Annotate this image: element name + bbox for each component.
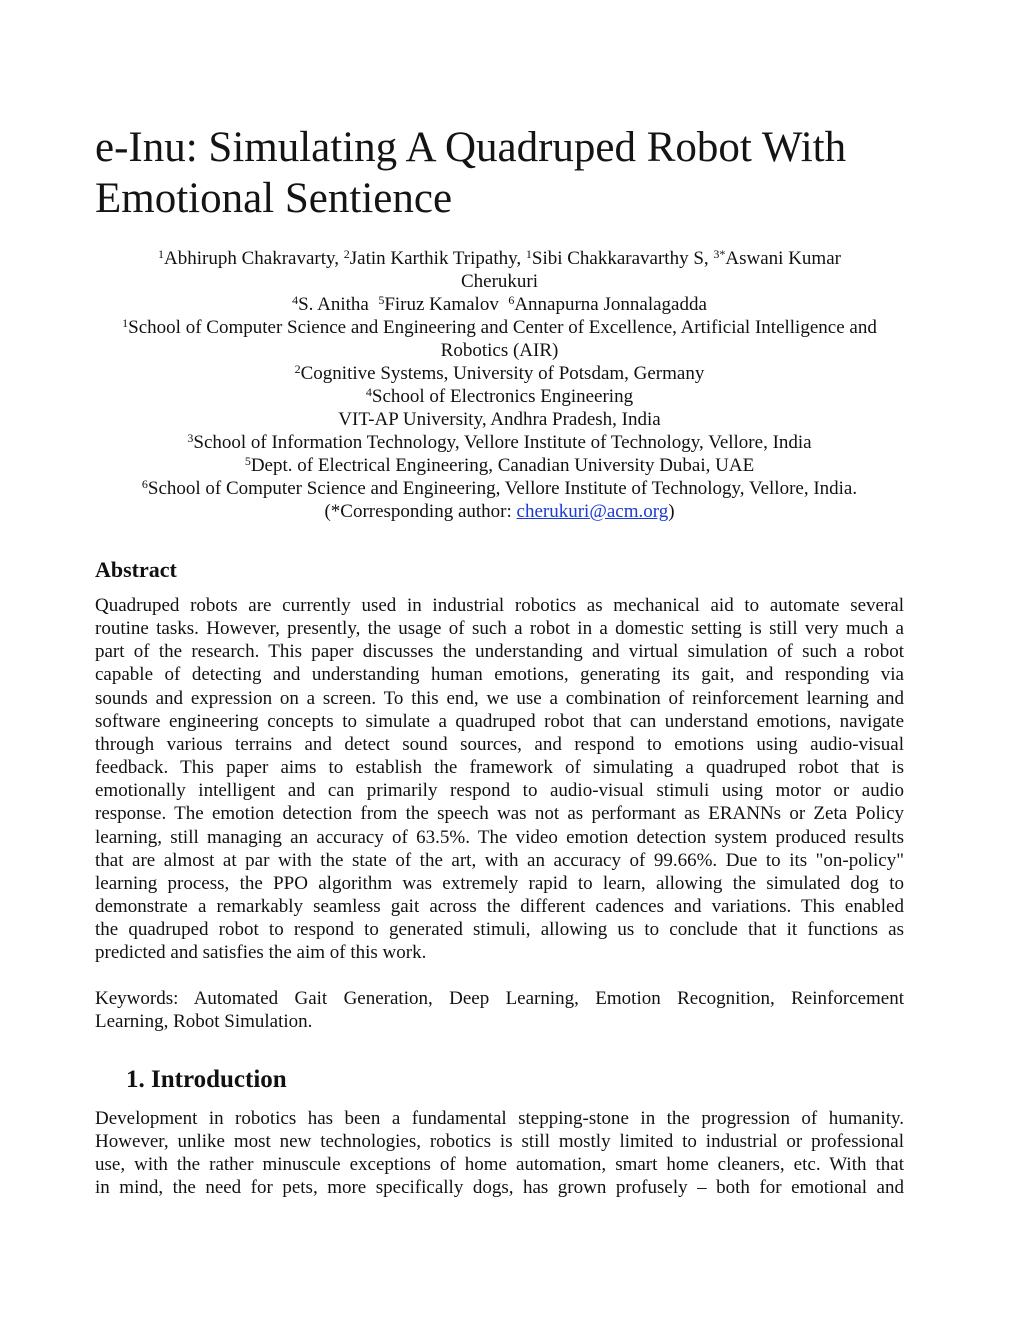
affiliation-marker: 5 [244,454,251,468]
text-line: through various terrains and detect sound sources, and respond to emotions using audio-visual [95,733,904,755]
introduction-heading: 1. Introduction [126,1066,287,1093]
text-line: learning, still managing an accuracy of 63.5%. The video emotion detection system produced results [95,826,904,848]
email-link[interactable]: cherukuri@acm.org [516,501,669,522]
affiliation-line [95,477,904,500]
title-line: e-Inu: Simulating A Quadruped Robot With [95,124,847,171]
affiliation-line [95,362,904,385]
abstract-body [95,594,904,965]
author-name: S. Anitha [298,294,379,315]
paper-title [95,122,904,224]
text-line: learning process, the PPO algorithm was extremely rapid to learn, allowing the simulated dog to [95,872,904,894]
affiliation-text: School of Computer Science and Engineering and Center of Excellence, Artificial Intelligence and [128,317,877,338]
author-name: Annapurna Jonnalagadda [514,294,707,315]
text-line: feedback. This paper aims to establish the framework of simulating a quadruped robot that is [95,757,904,779]
corresponding-label: (*Corresponding author: [324,501,517,522]
author-marker: 1 [158,247,165,261]
affiliation-line [95,316,904,339]
affiliation-line: VIT-AP University, Andhra Pradesh, India [338,409,661,430]
affiliation-line: Robotics (AIR) [440,340,559,361]
affiliation-text: School of Information Technology, Vellore Institute of Technology, Vellore, India [193,432,812,453]
text-line: Development in robotics has been a fundamental stepping-stone in the progression of humanity. [95,1108,904,1129]
affiliation-marker: 1 [122,316,129,330]
author-marker: 6 [508,293,515,307]
introduction-body [95,1107,904,1200]
keywords [95,987,904,1033]
text-line: sounds and expression on a screen. To this end, we use a combination of reinforcement learning and [95,687,904,709]
author-marker: 5 [378,293,385,307]
text-line: the quadruped robot to respond to generated stimuli, allowing us to conclude that it functions as [95,919,904,941]
text-line: capable of detecting and understanding human emotions, generating its gait, and responding via [95,664,904,686]
title-line: Emotional Sentience [95,175,453,222]
author-marker: 3* [713,247,726,261]
text-line: emotionally intelligent and can primarily respond to audio-visual stimuli using motor or audio [95,780,904,802]
affiliation-marker: 6 [141,477,148,491]
author-marker: 2 [343,247,350,261]
author-marker: 4 [292,293,299,307]
affiliation-line [95,385,904,408]
affiliation-text: School of Computer Science and Engineering, Vellore Institute of Technology, Vellore, India. [147,478,858,499]
author-name: Firuz Kamalov [384,294,509,315]
text-line: software engineering concepts to simulate a quadruped robot that can understand emotions, navigate [95,710,904,732]
text-line: Learning, Robot Simulation. [95,1011,313,1033]
author-name: Aswani Kumar [725,248,841,269]
corresponding-author [95,500,904,523]
text-line: Keywords: Automated Gait Generation, Deep Learning, Emotion Recognition, Reinforcement [95,988,904,1009]
author-line: Cherukuri [460,271,539,292]
affiliation-marker: 3 [187,431,194,445]
author-line [95,293,904,316]
affiliation-marker: 4 [365,385,372,399]
author-marker: 1 [525,247,532,261]
text-line: response. The emotion detection from the speech was not as performant as ERANNs or Zeta Policy [95,803,904,825]
corresponding-suffix: ) [668,501,675,522]
text-line: demonstrate a remarkably seamless gait across the different cadences and variations. This enabled [95,896,904,918]
affiliation-text: Cognitive Systems, University of Potsdam, Germany [300,363,705,384]
text-line: predicted and satisfies the aim of this work. [95,942,427,964]
text-line: that are almost at par with the state of the art, with an accuracy of 99.66%. Due to its "on-policy" [95,849,904,871]
affiliation-line [95,431,904,454]
text-line: However, unlike most new technologies, robotics is still mostly limited to industrial or professional [95,1131,904,1153]
author-name: Sibi Chakkaravarthy S, [531,248,714,269]
author-line [95,247,904,270]
author-name: Abhiruph Chakravarty, [164,248,344,269]
author-block [95,247,904,523]
text-line: in mind, the need for pets, more specifically dogs, has grown profusely – both for emotional and [95,1177,904,1199]
text-line: Quadruped robots are currently used in industrial robotics as mechanical aid to automate several [95,595,904,616]
affiliation-text: Dept. of Electrical Engineering, Canadian University Dubai, UAE [250,455,755,476]
affiliation-text: School of Electronics Engineering [371,386,634,407]
affiliation-marker: 2 [294,362,301,376]
text-line: routine tasks. However, presently, the usage of such a robot in a domestic setting is still very much a [95,618,904,640]
text-line: part of the research. This paper discusses the understanding and virtual simulation of such a robot [95,641,904,663]
abstract-heading: Abstract [95,557,177,582]
author-name: Jatin Karthik Tripathy, [349,248,526,269]
text-line: use, with the rather minuscule exceptions of home automation, smart home cleaners, etc. With that [95,1154,904,1176]
affiliation-line [95,454,904,477]
